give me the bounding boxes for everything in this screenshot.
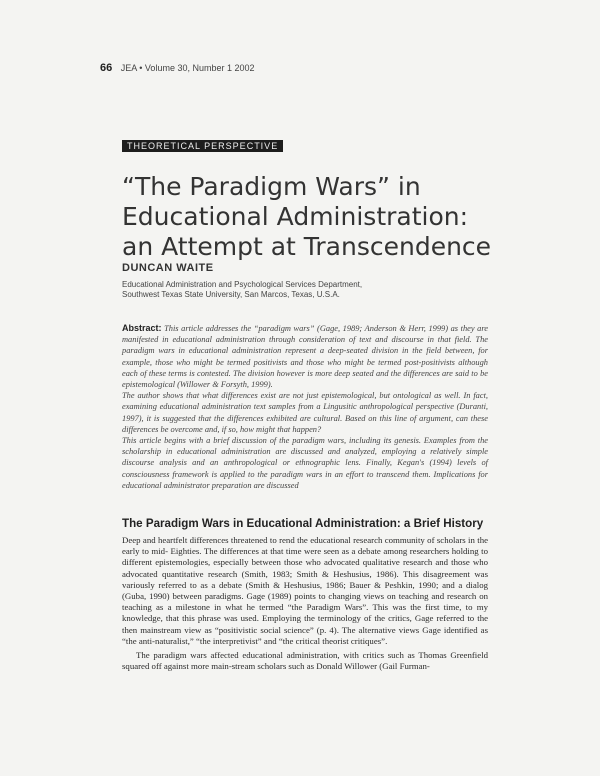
author-name: DUNCAN WAITE: [122, 262, 214, 274]
abstract-paragraph-3: This article begins with a brief discussion of the paradigm wars, including its genesis. Examples from the scholarship in educational administration are discussed and analyzed, employing a relatively simple discourse analysis and an anthropological or ethnographic lens. Finally, Kegan's (1994) levels of consciousness framework is applied to the paradigm wars in an effort to transcend them. Implications for educational administrator preparation are discussed: [122, 436, 488, 490]
abstract-label: Abstract:: [122, 323, 162, 333]
body-paragraph-2: The paradigm wars affected educational administration, with critics such as Thomas Greenfield squared off against more main-stream scholars such as Donald Willower (Gail Furman-: [122, 650, 488, 672]
section-heading: The Paradigm Wars in Educational Administration: a Brief History: [122, 517, 484, 530]
abstract-text-1: This article addresses the “paradigm wars” (Gage, 1989; Anderson & Herr, 1999) as they are manifested in educational administration through consideration of text and discourse in that field. The paradigm wars in educational administration represent a deep-seated division in the field between, for example, those who might be termed positivists and those who might be termed post-positivists although each of these terms is contested. The division however is more deep seated and the differences are said to be epistemological (Willower & Forsyth, 1999).: [122, 324, 489, 390]
body-paragraph-1: Deep and heartfelt differences threatened to rend the educational research community of scholars in the early to mid- Eighties. The differences at that time were seen as a debate among researchers holding to different epistemologies, especially between those who advocated qualitative research and those who advocated quantitative research (Smith, 1983; Smith & Heshusius, 1986). This disagreement was variously referred to as a debate (Smith & Heshusius, 1986; Bauer & Peshkin, 1990; and a dialog (Guba, 1990) between paradigms. Gage (1989) points to changing views on teaching and research on teaching as a milestone in what he termed “the Paradigm Wars”. This was the first time, to my knowledge, that this phrase was used. Employing the terminology of the critics, Gage referred to the then mainstream view as “positivistic social science” (p. 4). The alternative views Gage identified as “the anti-naturalist,” “the interpretivist” and “the critical theorist critiques”.: [122, 535, 488, 646]
author-affiliation: [122, 280, 482, 300]
running-head: [100, 62, 255, 74]
body-text: [122, 535, 488, 672]
article-title: “The Paradigm Wars” in Educational Administration: an Attempt at Transcendence: [122, 172, 492, 261]
abstract-paragraph-2: The author shows that what differences exist are not just epistemological, but ontological as well. In fact, examining educational administration text samples from a Lingusitic anthropological perspective (Duranti, 1997), it is suggested that the differences exhibited are cultural. Based on this line of argument, can these differences be overcome and, if so, how might that happen?: [122, 391, 488, 434]
page-number: 66: [100, 62, 113, 74]
section-label: THEORETICAL PERSPECTIVE: [122, 140, 283, 152]
abstract: [122, 323, 488, 491]
abstract-paragraph-1: [122, 323, 488, 390]
affiliation-line-2: Southwest Texas State University, San Marcos, Texas, U.S.A.: [122, 290, 340, 299]
journal-citation: JEA • Volume 30, Number 1 2002: [120, 63, 255, 73]
affiliation-line-1: Educational Administration and Psychological Services Department,: [122, 280, 363, 289]
